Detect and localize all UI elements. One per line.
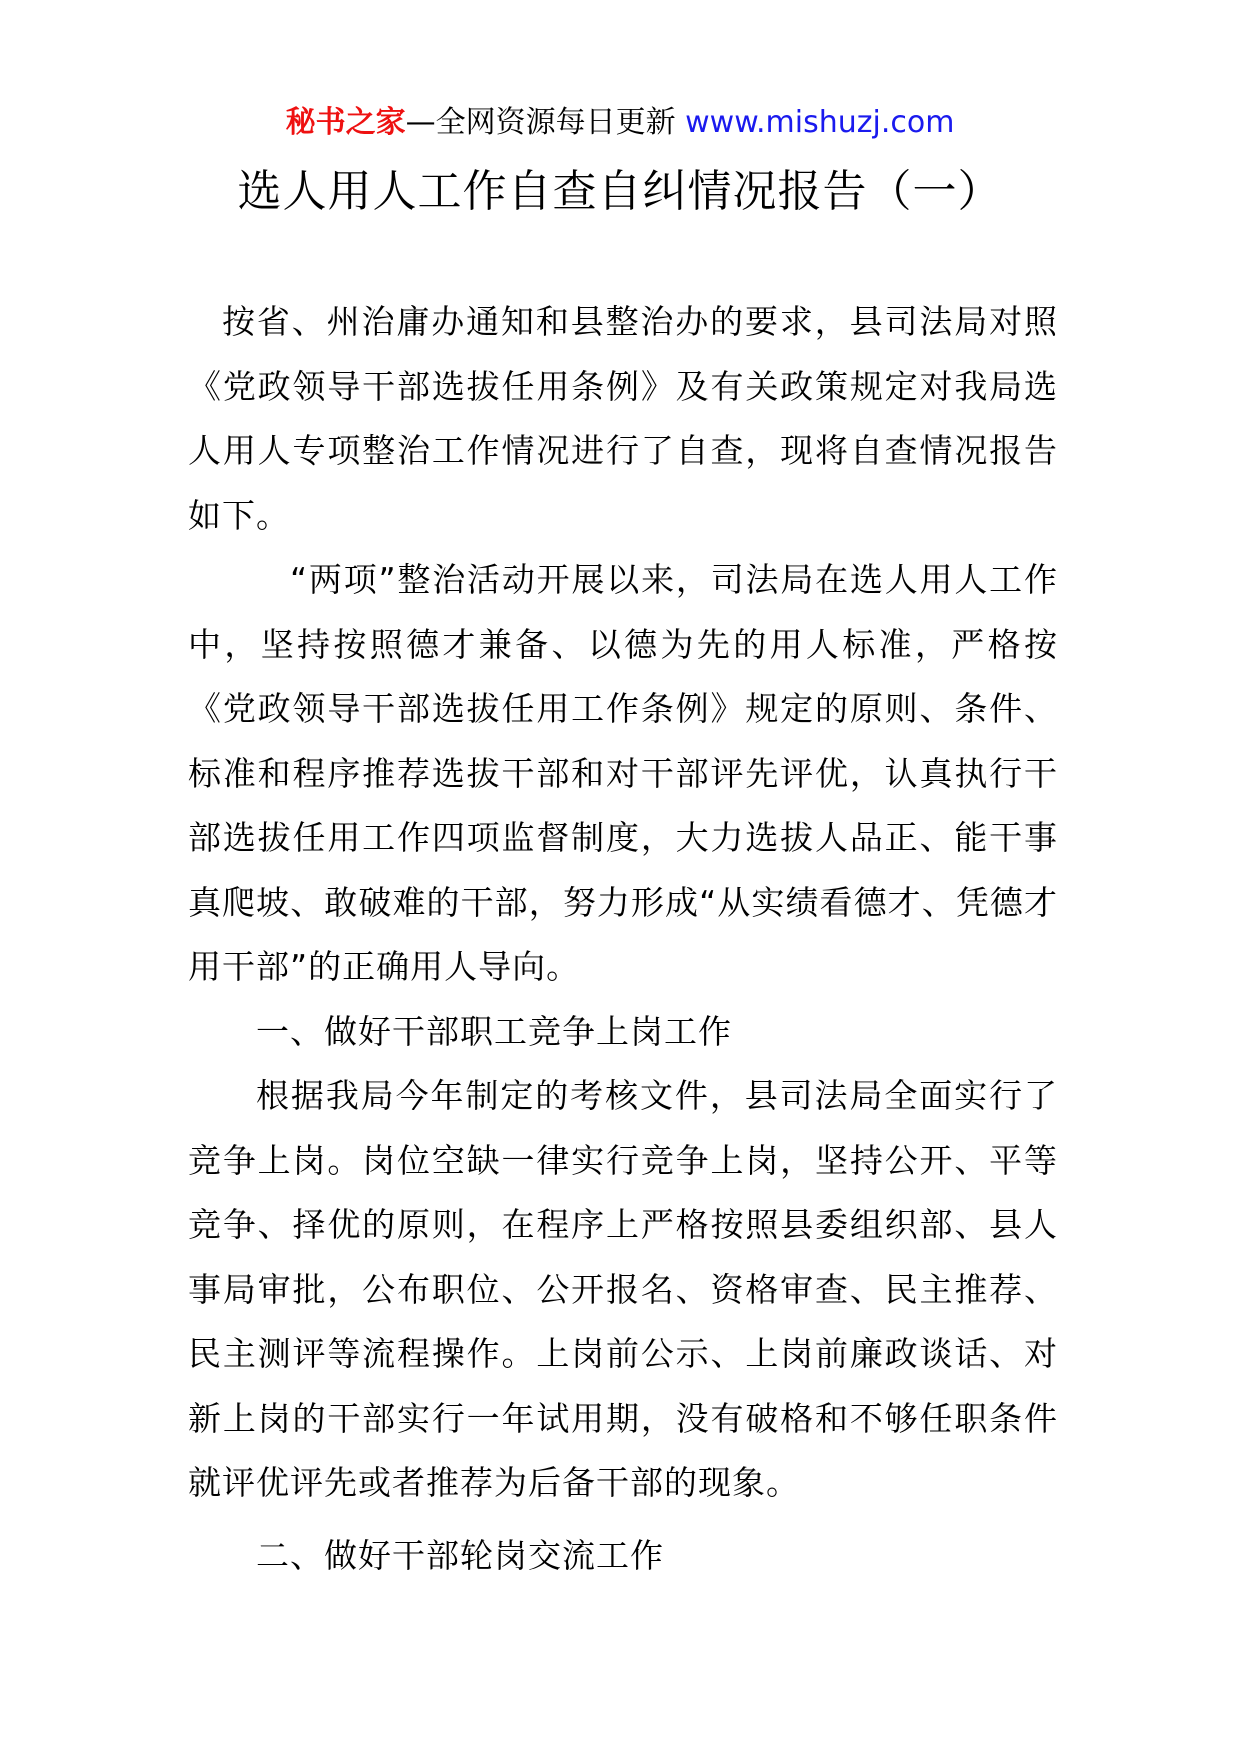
site-tagline: —全网资源每日更新: [405, 105, 686, 140]
site-brand: 秘书之家: [285, 105, 406, 140]
site-url-link[interactable]: www.mishuzj.com: [685, 105, 955, 140]
paragraph-intro: 按省、州治庸办通知和县整治办的要求，县司法局对照《党政领导干部选拔任用条例》及有关政策规定对我局选人用人专项整治工作情况进行了自查，现将自查情况报告如下。: [188, 302, 1058, 535]
section-heading-1: 一、做好干部职工竞争上岗工作: [256, 1011, 732, 1051]
site-header: [0, 103, 1240, 143]
document-body: [188, 290, 1058, 1588]
paragraph-overview: “两项”整治活动开展以来，司法局在选人用人工作中，坚持按照德才兼备、以德为先的用人标准，严格按《党政领导干部选拔任用工作条例》规定的原则、条件、标准和程序推荐选拔干部和对干部评先评优，认真执行干部选拔任用工作四项监督制度，大力选拔人品正、能干事真爬坡、敢破难的干部，努力形成“从实绩看德才、凭德才用干部”的正确用人导向。: [188, 560, 1058, 986]
section-heading-2: 二、做好干部轮岗交流工作: [256, 1535, 664, 1575]
paragraph-section-1: 根据我局今年制定的考核文件，县司法局全面实行了竞争上岗。岗位空缺一律实行竞争上岗，坚持公开、平等竞争、择优的原则，在程序上严格按照县委组织部、县人事局审批，公布职位、公开报名、资格审查、民主推荐、民主测评等流程操作。上岗前公示、上岗前廉政谈话、对新上岗的干部实行一年试用期，没有破格和不够任职条件就评优评先或者推荐为后备干部的现象。: [188, 1076, 1058, 1502]
document-title: 选人用人工作自查自纠情况报告（一）: [237, 166, 1003, 217]
